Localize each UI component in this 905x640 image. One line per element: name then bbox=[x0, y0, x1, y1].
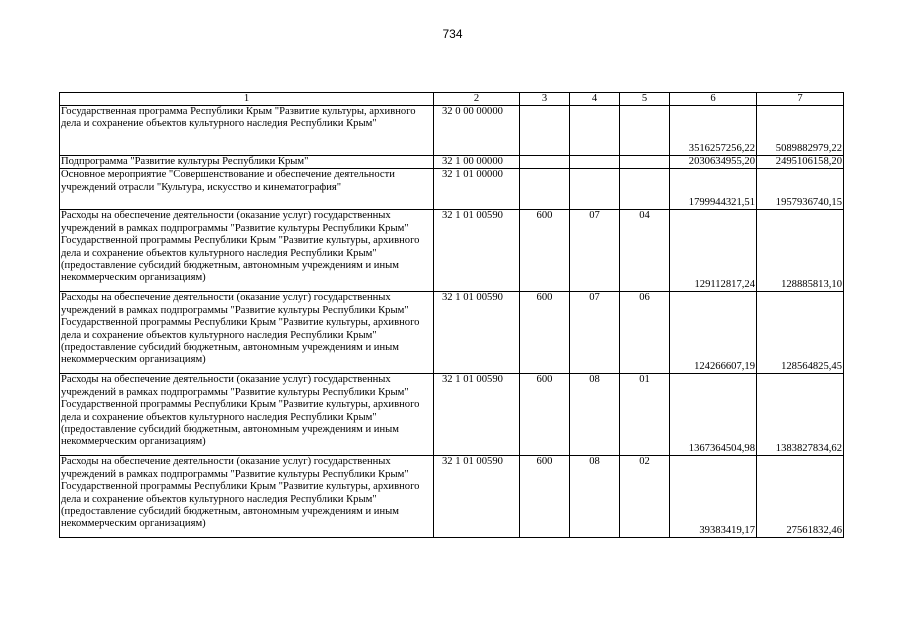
row-rz: 08 bbox=[570, 456, 620, 538]
row-vr bbox=[520, 156, 570, 169]
row-pr: 01 bbox=[620, 374, 670, 456]
row-code: 32 0 00 00000 bbox=[434, 106, 520, 156]
row-sum-1: 124266607,19 bbox=[670, 292, 757, 374]
table-row bbox=[60, 210, 844, 292]
row-sum-1: 129112817,24 bbox=[670, 210, 757, 292]
row-code: 32 1 01 00000 bbox=[434, 169, 520, 210]
row-vr bbox=[520, 106, 570, 156]
table-row bbox=[60, 456, 844, 538]
column-header: 4 bbox=[570, 93, 620, 106]
column-header: 5 bbox=[620, 93, 670, 106]
row-rz: 07 bbox=[570, 292, 620, 374]
row-pr: 02 bbox=[620, 456, 670, 538]
table-row bbox=[60, 169, 844, 210]
row-code: 32 1 01 00590 bbox=[434, 292, 520, 374]
row-sum-1: 3516257256,22 bbox=[670, 106, 757, 156]
table-row bbox=[60, 156, 844, 169]
column-header: 7 bbox=[757, 93, 844, 106]
row-name: Расходы на обеспечение деятельности (оказание услуг) государственных учреждений в рамках подпрограммы "Развитие культуры Республики Крым" Государственной программы Республики Крым "Развитие культуры, архивного дела и сохранение объектов культурного наследия Республики Крым" (предоставление субсидий бюджетным, автономным учреждениям и иным некоммерческим организациям) bbox=[60, 374, 434, 456]
row-sum-2: 2495106158,20 bbox=[757, 156, 844, 169]
row-pr: 04 bbox=[620, 210, 670, 292]
table-row bbox=[60, 374, 844, 456]
row-pr bbox=[620, 169, 670, 210]
row-sum-1: 1799944321,51 bbox=[670, 169, 757, 210]
row-pr bbox=[620, 106, 670, 156]
row-name: Расходы на обеспечение деятельности (оказание услуг) государственных учреждений в рамках подпрограммы "Развитие культуры Республики Крым" Государственной программы Республики Крым "Развитие культуры, архивного дела и сохранение объектов культурного наследия Республики Крым" (предоставление субсидий бюджетным, автономным учреждениям и иным некоммерческим организациям) bbox=[60, 292, 434, 374]
column-header: 3 bbox=[520, 93, 570, 106]
column-header: 1 bbox=[60, 93, 434, 106]
row-sum-2: 128564825,45 bbox=[757, 292, 844, 374]
row-sum-1: 1367364504,98 bbox=[670, 374, 757, 456]
budget-table bbox=[59, 92, 844, 538]
row-sum-2: 27561832,46 bbox=[757, 456, 844, 538]
table-header-row bbox=[60, 93, 844, 106]
row-name: Расходы на обеспечение деятельности (оказание услуг) государственных учреждений в рамках подпрограммы "Развитие культуры Республики Крым" Государственной программы Республики Крым "Развитие культуры, архивного дела и сохранение объектов культурного наследия Республики Крым" (предоставление субсидий бюджетным, автономным учреждениям и иным некоммерческим организациям) bbox=[60, 210, 434, 292]
row-vr bbox=[520, 169, 570, 210]
row-code: 32 1 00 00000 bbox=[434, 156, 520, 169]
row-rz bbox=[570, 169, 620, 210]
column-header: 2 bbox=[434, 93, 520, 106]
row-vr: 600 bbox=[520, 456, 570, 538]
row-rz bbox=[570, 156, 620, 169]
row-pr bbox=[620, 156, 670, 169]
row-name: Подпрограмма "Развитие культуры Республики Крым" bbox=[60, 156, 434, 169]
table-row bbox=[60, 292, 844, 374]
row-sum-2: 128885813,10 bbox=[757, 210, 844, 292]
row-pr: 06 bbox=[620, 292, 670, 374]
row-vr: 600 bbox=[520, 210, 570, 292]
table-row bbox=[60, 106, 844, 156]
page-number: 734 bbox=[442, 27, 463, 41]
row-vr: 600 bbox=[520, 374, 570, 456]
row-rz: 08 bbox=[570, 374, 620, 456]
row-sum-1: 2030634955,20 bbox=[670, 156, 757, 169]
row-sum-1: 39383419,17 bbox=[670, 456, 757, 538]
row-rz bbox=[570, 106, 620, 156]
row-name: Государственная программа Республики Крым "Развитие культуры, архивного дела и сохранение объектов культурного наследия Республики Крым" bbox=[60, 106, 434, 156]
row-vr: 600 bbox=[520, 292, 570, 374]
row-code: 32 1 01 00590 bbox=[434, 456, 520, 538]
row-name: Расходы на обеспечение деятельности (оказание услуг) государственных учреждений в рамках подпрограммы "Развитие культуры Республики Крым" Государственной программы Республики Крым "Развитие культуры, архивного дела и сохранение объектов культурного наследия Республики Крым" (предоставление субсидий бюджетным, автономным учреждениям и иным некоммерческим организациям) bbox=[60, 456, 434, 538]
column-header: 6 bbox=[670, 93, 757, 106]
row-sum-2: 1383827834,62 bbox=[757, 374, 844, 456]
row-name: Основное мероприятие "Совершенствование и обеспечение деятельности учреждений отрасли "Культура, искусство и кинематография" bbox=[60, 169, 434, 210]
row-sum-2: 5089882979,22 bbox=[757, 106, 844, 156]
row-code: 32 1 01 00590 bbox=[434, 374, 520, 456]
row-code: 32 1 01 00590 bbox=[434, 210, 520, 292]
row-rz: 07 bbox=[570, 210, 620, 292]
row-sum-2: 1957936740,15 bbox=[757, 169, 844, 210]
